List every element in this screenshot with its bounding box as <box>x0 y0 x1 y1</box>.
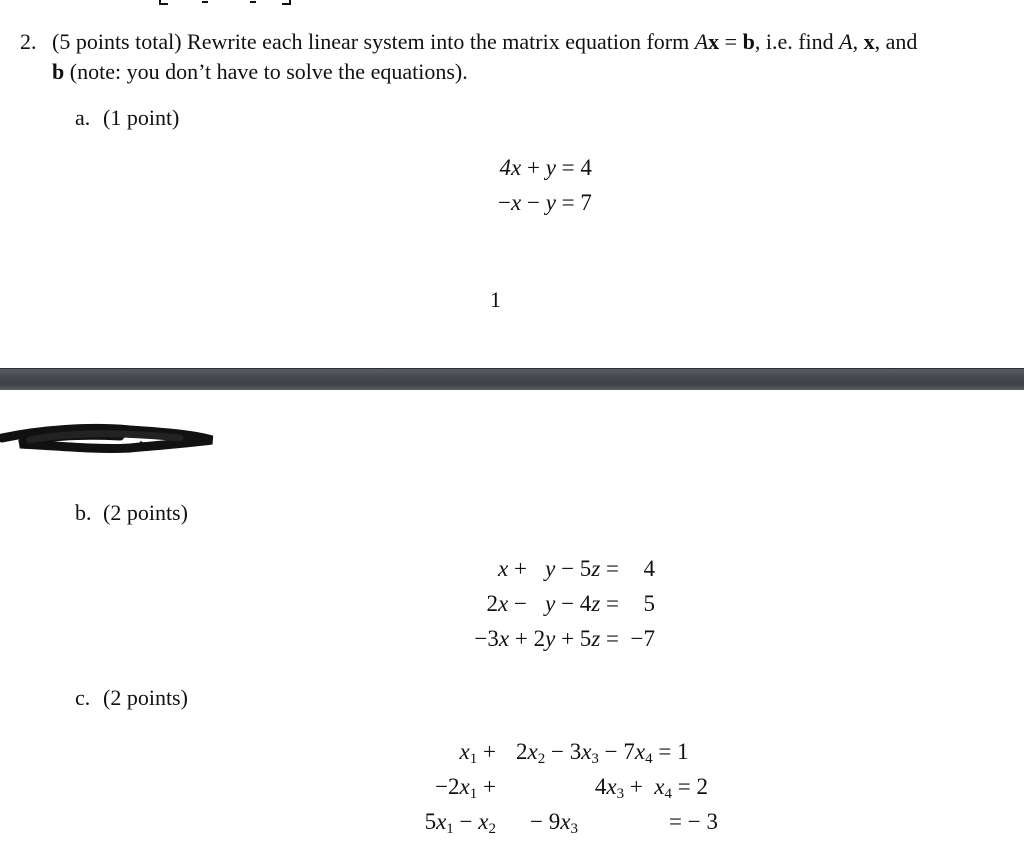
eq-A: A <box>694 29 709 54</box>
page-top <box>0 0 1024 368</box>
equation-row: $-2x_1$ + $4x_3 + x_4 = 2$ <box>435 774 708 802</box>
equation-row: 2x − y − 4z = 5 <box>486 591 655 616</box>
page-separator <box>0 368 1024 391</box>
equation-row <box>498 185 592 220</box>
equation-a2: −x − y = 7 <box>498 190 592 215</box>
equation-row: x + y − 5z = 4 <box>498 556 655 581</box>
problem-intro: (5 points total) Rewrite each linear system into the matrix equation form <box>52 29 690 54</box>
system-c <box>396 734 718 839</box>
matrix-bracket-fragment <box>150 0 300 8</box>
equation-row <box>498 150 592 185</box>
system-b <box>455 551 655 656</box>
redaction-scribble <box>0 420 215 454</box>
part-b-label: b. (2 points) <box>75 500 188 525</box>
equation-a1: 4x + y = 4 <box>499 155 592 180</box>
eq-b: b <box>742 29 755 54</box>
equation-row: −3x + 2y + 5z = −7 <box>474 626 655 651</box>
eq-x: x <box>708 29 720 54</box>
page-number: 1 <box>490 287 501 312</box>
equation-row: $5x_1 - x_2$ − $9x_3$ = − 3 <box>424 809 718 837</box>
equation-row: $x_1$ + $2x_2 - 3x_3 - 7x_4 = 1$ <box>459 739 689 767</box>
part-a-label: a. (1 point) <box>75 105 180 130</box>
problem-number: 2. <box>20 29 37 54</box>
part-c-label: c. (2 points) <box>75 685 188 710</box>
system-a <box>498 150 592 220</box>
problem-statement: 2. (5 points total) Rewrite each linear system into the matrix equation form Ax = b, i.e. find A, x, and b (note: you don’t have to solve the equations). <box>20 27 1020 87</box>
problem-statement-line2: b (note: you don’t have to solve the equations). <box>52 59 468 84</box>
